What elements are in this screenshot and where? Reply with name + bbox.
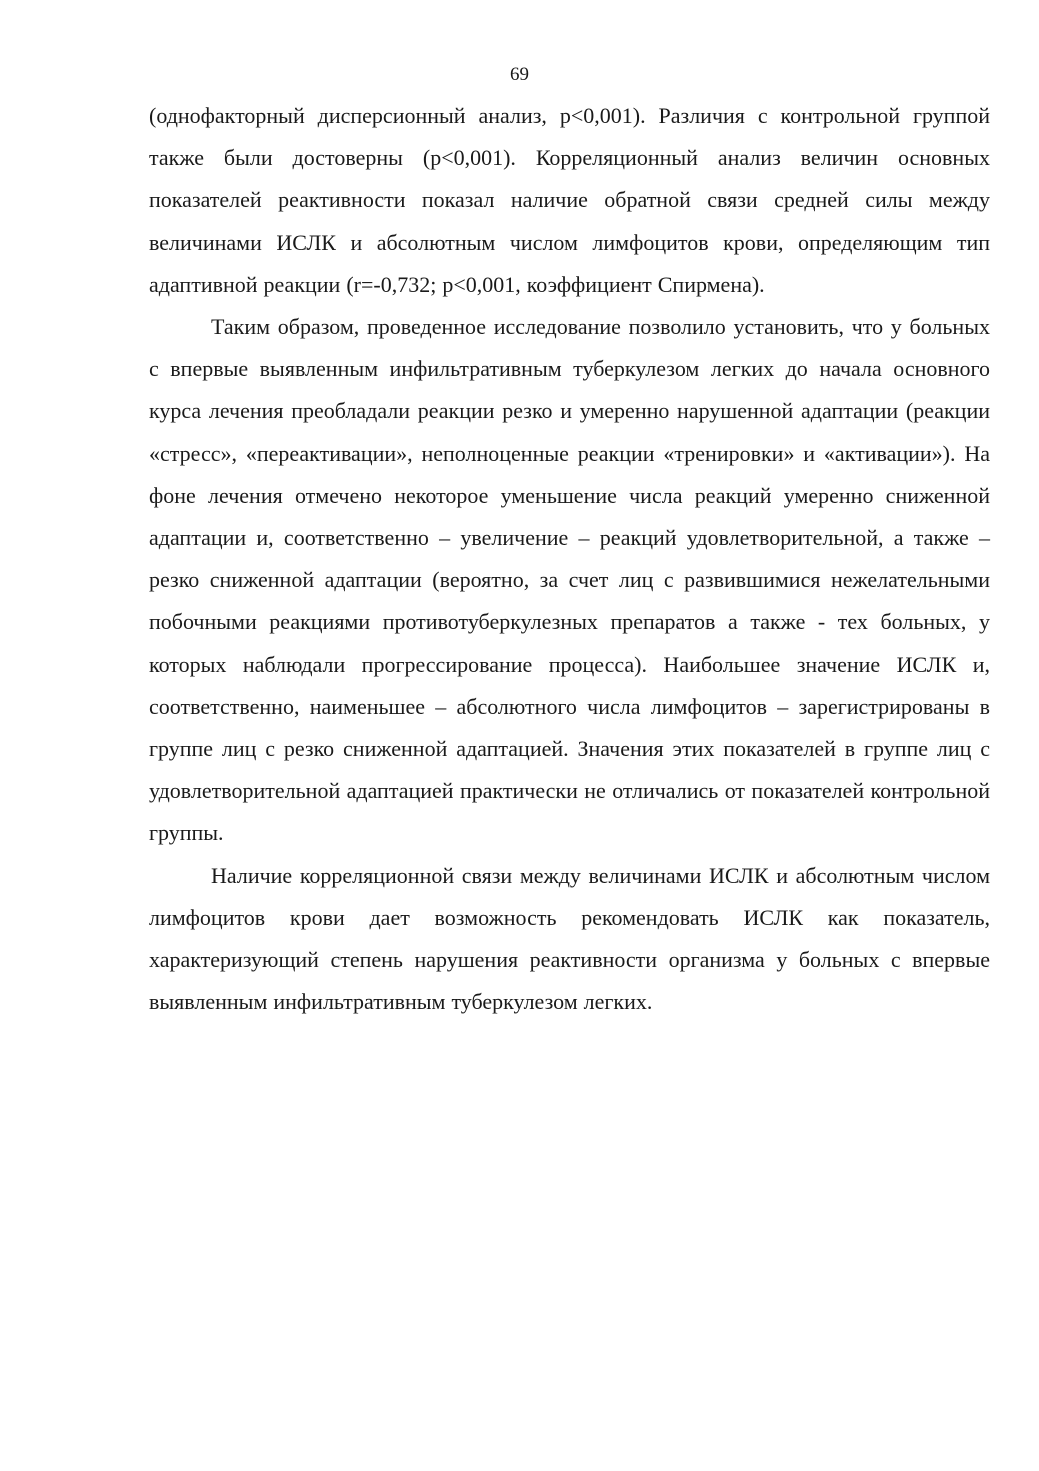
page-number: 69: [510, 64, 529, 85]
paragraph-correlation-results: (однофакторный дисперсионный анализ, р<0,001). Различия с контрольной группой также были достоверны (р<0,001). Корреляционный анализ величин основных показателей реактивности показал наличие обратной связи средней силы между величинами ИСЛК и абсолютным числом лимфоцитов крови, определяющим тип адаптивной реакции (r=-0,732; р<0,001, коэффициент Спирмена).: [149, 103, 990, 297]
paragraph-recommendation: Наличие корреляционной связи между величинами ИСЛК и абсолютным числом лимфоцитов крови дает возможность рекомендовать ИСЛК как показатель, характеризующий степень нарушения реактивности организма у больных с впервые выявленным инфильтративным туберкулезом легких.: [149, 862, 990, 1015]
paragraph-study-conclusion: Таким образом, проведенное исследование позволило установить, что у больных с впервые выявленным инфильтративным туберкулезом легких до начала основного курса лечения преобладали реакции резко и умеренно нарушенной адаптации (реакции «стресс», «переактивации», неполноценные реакции «тренировки» и «активации»). На фоне лечения отмечено некоторое уменьшение числа реакций умеренно сниженной адаптации и, соответственно – увеличение – реакций удовлетворительной, а также – резко сниженной адаптации (вероятно, за счет лиц с развившимися нежелательными побочными реакциями противотуберкулезных препаратов а также - тех больных, у которых наблюдали прогрессирование процесса). Наибольшее значение ИСЛК и, соответственно, наименьшее – абсолютного числа лимфоцитов – зарегистрированы в группе лиц с резко сниженной адаптацией. Значения этих показателей в группе лиц с удовлетворительной адаптацией практически не отличались от показателей контрольной группы.: [149, 314, 990, 846]
body-text: [149, 95, 990, 1023]
